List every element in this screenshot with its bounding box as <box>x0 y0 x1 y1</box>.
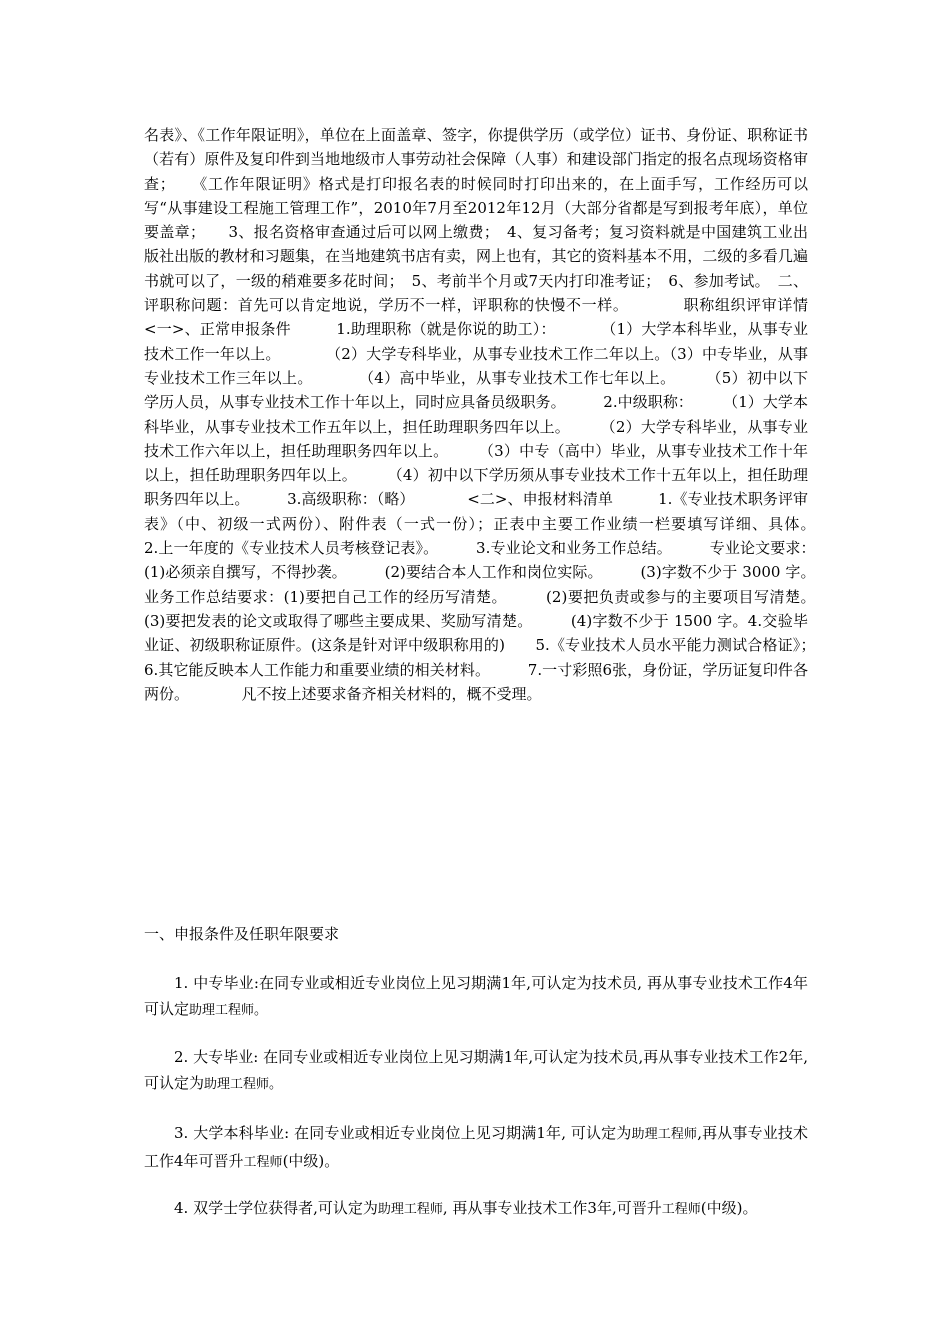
requirement-item-3 <box>144 1120 808 1176</box>
requirement-item-4 <box>144 1195 808 1223</box>
item-tail: (中级)。 <box>700 1199 758 1217</box>
section-title: 一、申报条件及任职年限要求 <box>144 925 340 943</box>
item-title-2: 工程师 <box>243 1155 283 1170</box>
item-text: 1. 中专毕业:在同专业或相近专业岗位上见习期满1年,可认定为技术员, 再从事专业技术工作4年可认定 <box>144 974 808 1018</box>
requirement-item-1 <box>144 970 808 1024</box>
item-title-2: 工程师 <box>661 1202 701 1217</box>
item-tail: 助理工程师。 <box>204 1077 283 1092</box>
body-paragraph: 名表》、《工作年限证明》，单位在上面盖章、签字，你提供学历（或学位）证书、身份证、职称证书（若有）原件及复印件到当地地级市人事劳动社会保障（人事）和建设部门指定的报名点现场资格审查； 《工作年限证明》格式是打印报名表的时候同时打印出来的，在上面手写，工作经历可以写“从事建设工程施工管理工作”，2010年7月至2012年12月（大部分省都是写到报考年底），单位要盖章； 3、报名资格审查通过后可以网上缴费； 4、复习备考；复习资料就是中国建筑工业出版社出版的教材和习题集，在当地建筑书店有卖，网上也有，其它的资料基本不用，二级的多看几遍书就可以了，一级的稍难要多花时间； 5、考前半个月或7天内打印准考证； 6、参加考试。 二、评职称问题：首先可以肯定地说，学历不一样，评职称的快慢不一样。 职称组织评审详情 <一>、正常申报条件 1.助理职称（就是你说的助工）： （1）大学本科毕业，从事专业技术工作一年以上。 （2）大学专科毕业，从事专业技术工作二年以上。（3）中专毕业，从事专业技术工作三年以上。 （4）高中毕业，从事专业技术工作七年以上。 （5）初中以下学历人员，从事专业技术工作十年以上，同时应具备员级职务。 2.中级职称： （1）大学本科毕业，从事专业技术工作五年以上，担任助理职务四年以上。 （2）大学专科毕业，从事专业技术工作六年以上，担任助理职务四年以上。 （3）中专（高中）毕业，从事专业技术工作十年以上，担任助理职务四年以上。 （4）初中以下学历须从事专业技术工作十五年以上，担任助理职务四年以上。 3.高级职称：（略） <二>、申报材料清单 1.《专业技术职务评审表》（中、初级一式两份）、附件表（一式一份）；正表中主要工作业绩一栏要填写详细、具体。 2.上一年度的《专业技术人员考核登记表》。 3.专业论文和业务工作总结。 专业论文要求： (1)必须亲自撰写，不得抄袭。 (2)要结合本人工作和岗位实际。 (3)字数不少于 3000 字。 业务工作总结要求：(1)要把自己工作的经历写清楚。 (2)要把负责或参与的主要项目写清楚。 (3)要把发表的论文或取得了哪些主要成果、奖励写清楚。 (4)字数不少于 1500 字。4.交验毕业证、初级职称证原件。(这条是针对评中级职称用的) 5.《专业技术人员水平能力测试合格证》； 6.其它能反映本人工作能力和重要业绩的相关材料。 7.一寸彩照6张，身份证，学历证复印件各两份。 凡不按上述要求备齐相关材料的，概不受理。 <box>144 126 854 703</box>
item-tail: (中级)。 <box>282 1152 340 1170</box>
item-text-2: , 再从事专业技术工作3年,可晋升 <box>442 1199 662 1217</box>
item-title-1: 助理工程师 <box>631 1127 698 1142</box>
body-text-block <box>144 123 854 706</box>
item-title-1: 助理工程师 <box>377 1202 443 1217</box>
item-text: 4. 双学士学位获得者,可认定为 <box>174 1199 378 1217</box>
item-text-2: ,再从事专业技术工作4年可晋升 <box>144 1124 808 1170</box>
item-tail: 助理工程师。 <box>189 1003 268 1018</box>
item-text: 3. 大学本科毕业: 在同专业或相近专业岗位上见习期满1年, 可认定为 <box>174 1124 632 1142</box>
item-text: 2. 大专毕业: 在同专业或相近专业岗位上见习期满1年,可认定为技术员,再从事专业技术工作2年,可认定为 <box>144 1048 808 1092</box>
requirement-item-2 <box>144 1044 808 1098</box>
